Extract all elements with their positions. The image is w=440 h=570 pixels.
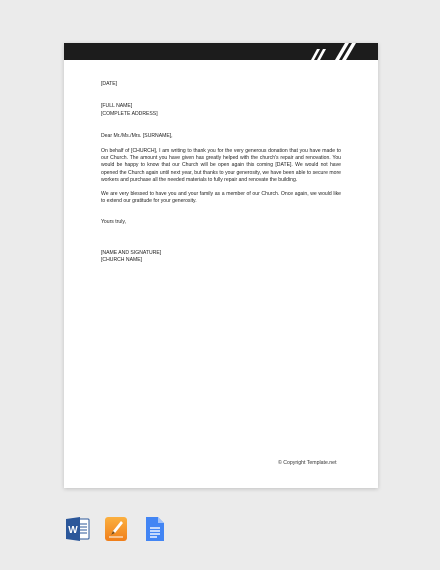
recipient-name: [FULL NAME] — [101, 103, 133, 110]
church-name-line: [CHURCH NAME] — [101, 257, 143, 264]
word-icon[interactable] — [66, 516, 90, 547]
pages-icon[interactable] — [104, 516, 128, 547]
copyright-text: © Copyright Template.net — [278, 460, 337, 466]
header-bar — [64, 43, 378, 60]
header-stripes-icon — [64, 43, 378, 60]
letter-body — [101, 81, 341, 265]
letter-page — [64, 43, 378, 488]
salutation: Dear Mr./Ms./Mrs. [SURNAME], — [101, 133, 173, 140]
google-docs-icon[interactable] — [145, 516, 165, 547]
letter-date: [DATE] — [101, 81, 118, 87]
recipient-address: [COMPLETE ADDRESS] — [101, 110, 158, 117]
paragraph-1: On behalf of [CHURCH], I am writing to thank you for the very generous donation that you have made to our Church. The amount you have given has greatly helped with the church's repair and renovation. You would be happy to know that our Church will be open again this coming [DATE]. We would not have opened the Church again until next year, but thanks to your generosity, we have been able to secure more workers and purchase all the needed materials to fully repair and renovate the building. — [101, 147, 341, 184]
closing: Yours truly, — [101, 219, 126, 226]
svg-text:W: W — [68, 525, 78, 536]
paragraph-2: We are very blessed to have you and your family as a member of our Church. Once again, we would like to extend our gratitude for your generosity. — [101, 190, 341, 205]
signature-line: [NAME AND SIGNATURE] — [101, 249, 162, 256]
